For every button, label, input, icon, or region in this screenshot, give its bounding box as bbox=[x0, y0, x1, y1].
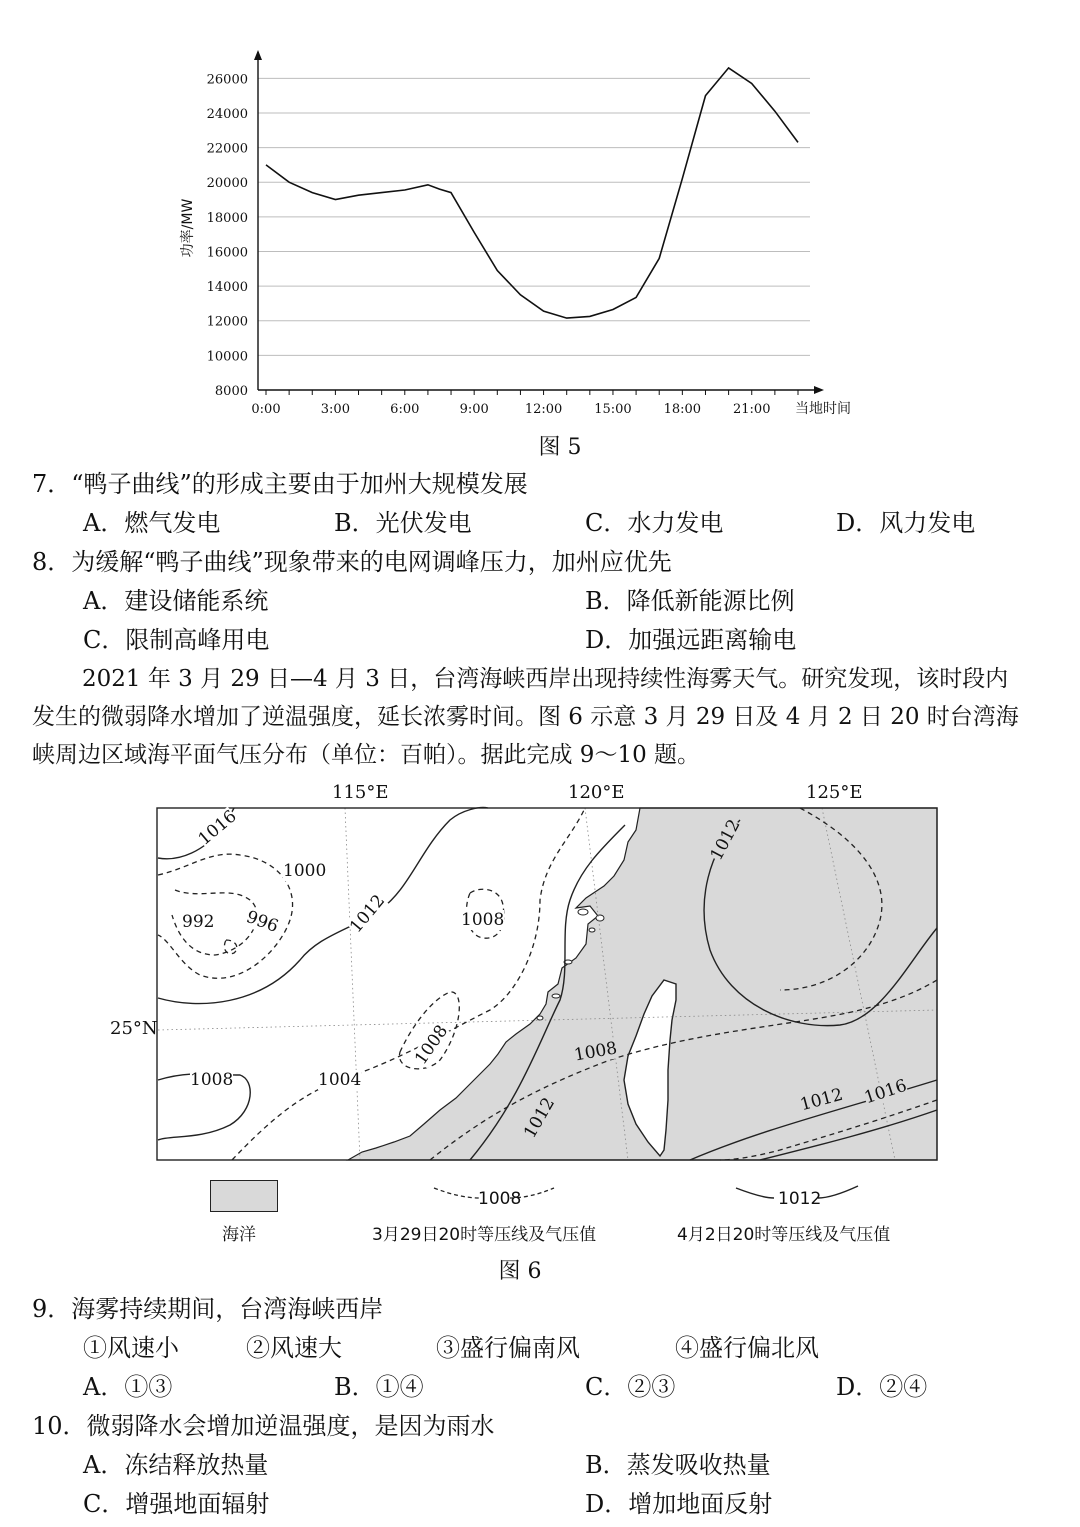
y-tick-label: 24000 bbox=[206, 106, 248, 122]
y-tick-label: 20000 bbox=[206, 176, 248, 192]
y-tick-label: 22000 bbox=[206, 141, 248, 157]
q8-stem: 8．为缓解“鸭子曲线”现象带来的电网调峰压力，加州应优先 bbox=[32, 548, 672, 576]
power-line-chart bbox=[0, 0, 1080, 440]
x-tick-label: 3:00 bbox=[320, 402, 350, 417]
power-series-line bbox=[266, 68, 798, 318]
q8-option-d[interactable]: D．加强远距离输电 bbox=[585, 626, 797, 654]
q9-item-2: ②风速大 bbox=[246, 1334, 342, 1362]
isobar-label: 1004 bbox=[318, 1070, 362, 1090]
q9-item-3: ③盛行偏南风 bbox=[436, 1334, 580, 1362]
legend-dashed-label: 3月29日20时等压线及气压值 bbox=[372, 1225, 597, 1245]
isobar-label: 1012 bbox=[520, 1094, 560, 1142]
x-tick-label: 18:00 bbox=[663, 402, 702, 417]
q9-item-1: ①风速小 bbox=[83, 1334, 179, 1362]
x-tick-label: 15:00 bbox=[594, 402, 632, 417]
x-axis-arrow bbox=[814, 386, 824, 394]
reading-passage: 2021 年 3 月 29 日—4 月 3 日，台湾海峡西岸出现持续性海雾天气。研究发现，该时段内发生的微弱降水增加了逆温强度，延长浓雾时间。图 6 示意 3 月 29 日及 4 月 2 日 20 时台湾海峡周边区域海平面气压分布（单位：百帕）。据此完成 9～10 题。 bbox=[32, 666, 1019, 768]
q9-item-4: ④盛行偏北风 bbox=[675, 1334, 819, 1362]
q9-option-c[interactable]: C．②③ bbox=[585, 1373, 676, 1401]
chart-axes bbox=[254, 50, 824, 395]
x-tick-label: 9:00 bbox=[459, 402, 489, 417]
q9-option-a[interactable]: A．①③ bbox=[83, 1373, 173, 1401]
q10-option-d[interactable]: D．增加地面反射 bbox=[585, 1490, 773, 1518]
y-tick-label: 10000 bbox=[206, 349, 248, 365]
legend-solid-label: 4月2日20时等压线及气压值 bbox=[677, 1225, 891, 1245]
q9-option-b[interactable]: B．①④ bbox=[334, 1373, 424, 1401]
isobar-label: 1000 bbox=[283, 861, 327, 881]
isobar-label: 1016 bbox=[861, 1075, 910, 1109]
x-tick-label: 6:00 bbox=[390, 402, 420, 417]
y-tick-label: 12000 bbox=[206, 314, 248, 330]
legend-ocean-swatch bbox=[210, 1180, 278, 1212]
q7-option-c[interactable]: C．水力发电 bbox=[585, 509, 724, 537]
lat-label-25n: 25°N bbox=[110, 1018, 158, 1039]
isobar-label: 1008 bbox=[190, 1070, 234, 1090]
q9-option-d[interactable]: D．②④ bbox=[836, 1373, 928, 1401]
y-tick-label: 8000 bbox=[214, 384, 248, 399]
lon-label-125e: 125°E bbox=[806, 782, 863, 803]
q8-option-c[interactable]: C．限制高峰用电 bbox=[83, 626, 270, 654]
lon-label-115e: 115°E bbox=[332, 782, 389, 803]
x-tick-labels bbox=[251, 402, 770, 417]
x-axis-label: 当地时间 bbox=[795, 401, 851, 417]
figure6-caption: 图 6 bbox=[498, 1259, 542, 1284]
q10-option-a[interactable]: A．冻结释放热量 bbox=[83, 1451, 269, 1479]
q7-option-b[interactable]: B．光伏发电 bbox=[334, 509, 472, 537]
y-tick-label: 18000 bbox=[206, 210, 248, 226]
x-tick-label: 0:00 bbox=[251, 402, 281, 417]
q8-option-a[interactable]: A．建设储能系统 bbox=[83, 587, 269, 615]
lon-label-120e: 120°E bbox=[568, 782, 625, 803]
isobar-label: 1008 bbox=[461, 910, 505, 930]
isobar-label: 1012 bbox=[706, 816, 745, 864]
y-tick-label: 14000 bbox=[206, 280, 248, 296]
y-axis-label: 功率/MW bbox=[180, 198, 196, 258]
legend-dashed-value: 1008 bbox=[478, 1189, 522, 1209]
isobar-label: 1016 bbox=[194, 806, 241, 850]
y-axis-arrow bbox=[254, 50, 262, 60]
isobar-label: 996 bbox=[243, 907, 281, 937]
q7-option-d[interactable]: D．风力发电 bbox=[836, 509, 976, 537]
isobar-label: 1012 bbox=[346, 891, 390, 937]
legend-solid-value: 1012 bbox=[778, 1189, 822, 1209]
isobar-label: 1012 bbox=[798, 1084, 846, 1116]
q9-stem: 9．海雾持续期间，台湾海峡西岸 bbox=[32, 1295, 384, 1323]
q10-option-c[interactable]: C．增强地面辐射 bbox=[83, 1490, 270, 1518]
legend-ocean-label: 海洋 bbox=[222, 1225, 256, 1245]
x-tick-label: 21:00 bbox=[733, 402, 771, 417]
q10-stem: 10．微弱降水会增加逆温强度，是因为雨水 bbox=[32, 1412, 495, 1440]
q7-option-a[interactable]: A．燃气发电 bbox=[83, 509, 221, 537]
q8-option-b[interactable]: B．降低新能源比例 bbox=[585, 587, 795, 615]
q10-option-b[interactable]: B．蒸发吸收热量 bbox=[585, 1451, 771, 1479]
q7-stem: 7．“鸭子曲线”的形成主要由于加州大规模发展 bbox=[32, 470, 528, 498]
figure5-caption: 图 5 bbox=[538, 435, 582, 460]
y-tick-labels bbox=[207, 72, 248, 399]
isobar-label: 1008 bbox=[572, 1038, 619, 1066]
isobar-label: 1008 bbox=[411, 1021, 453, 1069]
isobar-label: 992 bbox=[182, 912, 215, 932]
chart-gridlines bbox=[258, 78, 810, 355]
y-tick-label: 16000 bbox=[206, 245, 248, 261]
x-tick-label: 12:00 bbox=[524, 402, 563, 417]
y-tick-label: 26000 bbox=[206, 72, 248, 88]
